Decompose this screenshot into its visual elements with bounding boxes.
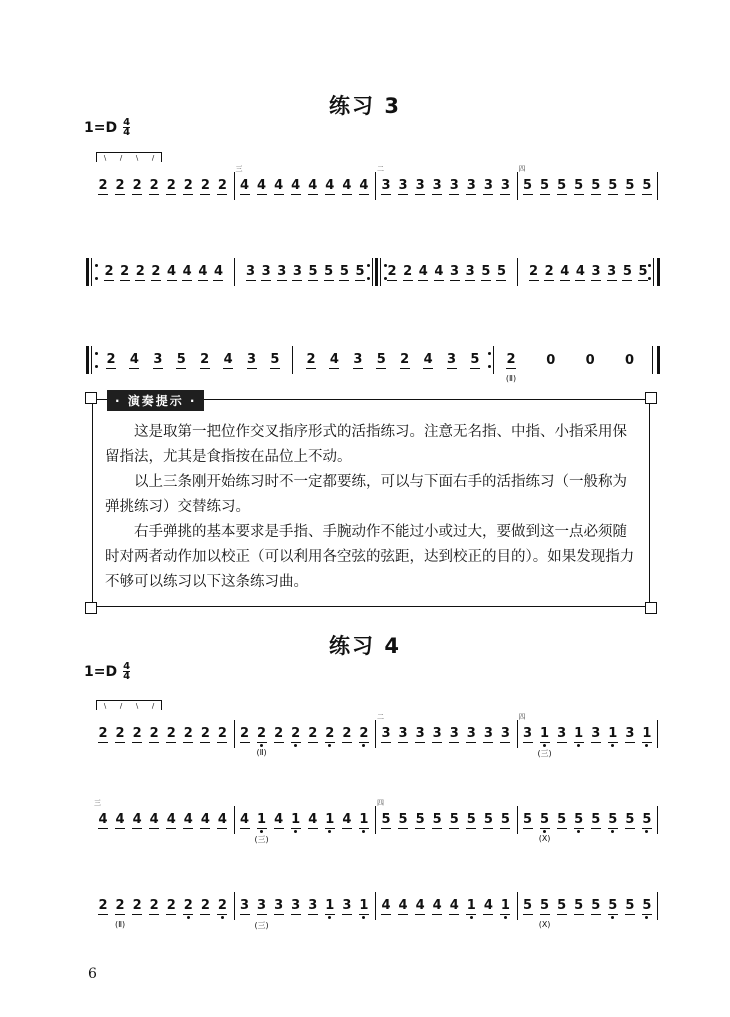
note: 2 [166, 177, 176, 193]
measure [517, 166, 659, 206]
note: 4 [183, 811, 193, 827]
measure [234, 714, 376, 757]
string-number: 三 [94, 799, 101, 807]
note: 5 [415, 811, 425, 827]
note: 3 [432, 177, 442, 193]
bracket-mark: / [151, 701, 155, 710]
page-number: 6 [88, 966, 97, 982]
note: 2 [217, 725, 227, 741]
barline [234, 806, 235, 834]
note: 5 [591, 811, 601, 827]
note: 4 [198, 263, 208, 279]
note: 3 [522, 725, 533, 741]
string-number: 三 [235, 165, 243, 173]
measure [98, 252, 230, 292]
measure [523, 252, 655, 292]
note: 2 [387, 263, 397, 279]
note: 3 [239, 897, 250, 913]
note: 5 (X) [538, 897, 551, 929]
note: 5 [625, 897, 635, 913]
measure [517, 800, 659, 843]
note: 4 [274, 811, 284, 827]
note: 3 [245, 263, 256, 279]
note: 5 [449, 811, 459, 827]
note: 1 [291, 811, 301, 827]
note: 2 [306, 351, 316, 367]
thick-barline [375, 258, 378, 286]
note: 3 [398, 177, 408, 193]
note: 3 [432, 725, 442, 741]
note: 5 [324, 263, 334, 279]
note: 5 [432, 811, 442, 827]
note: 4 [217, 811, 227, 827]
note: 2 [151, 263, 161, 279]
note: 4 [418, 263, 428, 279]
string-marking: (Ⅱ) [114, 919, 126, 929]
tips-paragraph: 右手弹挑的基本要求是手指、手腕动作不能过小或过大，要做到这一点必须随时对两者动作加以校正（可以利用各空弦的弦距，达到校正的目的）。如果发现指力不够可以练习以下这条练习曲。 [105, 524, 635, 590]
thick-barline [657, 346, 660, 374]
exercise-4-row-2 [92, 799, 658, 844]
note: 4 [398, 897, 408, 913]
note: 5 [496, 263, 506, 279]
note: 4 [98, 811, 108, 827]
note: 3 [353, 351, 363, 367]
note: 5 [557, 177, 567, 193]
note: 1 (三) [254, 811, 269, 844]
exercise-3-row-1 [92, 153, 658, 206]
note: 3 [274, 897, 284, 913]
note: 5 [625, 177, 635, 193]
note: 4 [359, 177, 369, 193]
note: 2 [183, 897, 193, 913]
measure [92, 714, 234, 754]
note: 3 [342, 897, 352, 913]
exercise-4-key-signature [84, 662, 130, 681]
note: 3 [591, 263, 601, 279]
exercise-4-row-1 [92, 701, 658, 758]
measure [517, 886, 659, 929]
note: 2 [115, 725, 125, 741]
note: 4 [415, 897, 425, 913]
note: 4 [342, 177, 352, 193]
exercise-4-title: 练习 4 [329, 634, 401, 658]
fingering-bracket [96, 700, 162, 710]
barline [657, 806, 658, 834]
note: 3 [625, 725, 635, 741]
note: 5 [381, 811, 391, 827]
note: 3 [557, 725, 567, 741]
note: 3 (三) [254, 897, 269, 930]
note: 2 [132, 177, 142, 193]
note: 5 [308, 263, 318, 279]
barline [372, 258, 373, 286]
repeat-dots [384, 264, 387, 280]
note: 4 [132, 811, 142, 827]
measure [375, 166, 517, 206]
note: 2 [359, 725, 369, 741]
note: 2 [132, 725, 142, 741]
note: 4 [329, 351, 339, 367]
note: 2 [544, 263, 554, 279]
measure [517, 714, 659, 758]
corner-ornament [85, 392, 97, 404]
bracket-mark: / [119, 153, 123, 162]
measure [381, 252, 513, 292]
note: 5 (X) [538, 811, 551, 843]
measure [100, 340, 286, 380]
note: 3 [483, 725, 493, 741]
note: 1 [608, 725, 618, 741]
thick-barline [657, 258, 660, 286]
time-signature: 4 4 [123, 661, 131, 682]
corner-ornament [645, 392, 657, 404]
note: 1 [359, 811, 369, 827]
note: 2 [217, 897, 227, 913]
note: 3 [607, 263, 617, 279]
measure [92, 886, 234, 929]
note: 5 [470, 351, 480, 367]
corner-ornament [85, 602, 97, 614]
note: 5 [642, 177, 652, 193]
note: 4 [575, 263, 585, 279]
note: 5 [557, 811, 567, 827]
string-number: 二 [377, 165, 384, 173]
barline [234, 172, 235, 200]
note: 4 [167, 263, 177, 279]
repeat-dots [95, 352, 98, 368]
exercise-4-row-3 [92, 886, 658, 930]
string-number: 四 [518, 713, 526, 721]
barline [234, 258, 235, 286]
barline [375, 720, 376, 748]
note: 2 (Ⅱ) [256, 725, 267, 757]
note: 2 [325, 725, 335, 741]
note: 3 [415, 177, 425, 193]
note: 4 [213, 263, 223, 279]
string-marking: (三) [254, 834, 269, 844]
barline [91, 258, 92, 286]
barline [234, 720, 235, 748]
note: 1 [359, 897, 369, 913]
barline [375, 172, 376, 200]
note: 5 [622, 263, 632, 279]
note: 5 [376, 351, 386, 367]
note: 3 [450, 263, 460, 279]
string-marking: (X) [538, 833, 551, 843]
note: 2 [166, 725, 176, 741]
note: 1 (三) [537, 725, 552, 758]
note: 2 [183, 725, 193, 741]
note: 5 [270, 351, 280, 367]
barline [653, 258, 654, 286]
note: 4 [381, 897, 391, 913]
note: 2 [308, 725, 318, 741]
note: 3 [381, 725, 391, 741]
note: 5 [608, 811, 618, 827]
note: 1 [466, 897, 476, 913]
time-signature: 4 4 [123, 117, 131, 138]
note: 3 [398, 725, 408, 741]
note: 2 [106, 351, 116, 367]
bracket-mark: / [119, 701, 123, 710]
note: 5 [642, 811, 652, 827]
bracket-mark: \ [135, 153, 139, 162]
thick-barline [86, 346, 89, 374]
note: 5 [608, 177, 618, 193]
note: 3 [153, 351, 163, 367]
measure [240, 252, 372, 292]
note: 2 [183, 177, 193, 193]
note: 2 [98, 725, 108, 741]
note: 5 [574, 811, 584, 827]
note: 4 [423, 351, 433, 367]
barline [657, 892, 658, 920]
key-label: 1=D [84, 119, 118, 136]
fingering-bracket [96, 152, 162, 162]
barline [380, 258, 381, 286]
note: 5 [339, 263, 349, 279]
string-marking: (三) [537, 748, 552, 758]
note: 3 [500, 725, 510, 741]
note: 5 [591, 177, 601, 193]
note: 2 [149, 177, 159, 193]
barline [517, 892, 518, 920]
rest: 0 [624, 352, 634, 368]
note: 4 [432, 897, 442, 913]
note: 2 [291, 725, 301, 741]
note: 2 [239, 725, 250, 741]
note: 5 [176, 351, 186, 367]
note: 2 [149, 897, 159, 913]
note: 5 [481, 263, 491, 279]
note: 2 [120, 263, 130, 279]
note: 4 [239, 811, 250, 827]
note: 2 [104, 263, 114, 279]
note: 3 [591, 725, 601, 741]
note: 5 [638, 263, 648, 279]
tips-paragraph: 以上三条刚开始练习时不一定都要练，可以与下面右手的活指练习（一般称为弹挑练习）交替练习。 [105, 474, 627, 515]
note: 4 [342, 811, 352, 827]
note: 2 [403, 263, 413, 279]
note: 3 [449, 725, 459, 741]
note: 5 [522, 177, 533, 193]
note: 4 [560, 263, 570, 279]
barline [517, 720, 518, 748]
tips-text [105, 420, 637, 595]
note: 4 [129, 351, 139, 367]
note: 5 [522, 811, 533, 827]
barline [657, 720, 658, 748]
note: 5 [574, 177, 584, 193]
note: 5 [466, 811, 476, 827]
note: 4 [434, 263, 444, 279]
note: 2 [98, 177, 108, 193]
barline [234, 892, 235, 920]
string-marking: (X) [538, 919, 551, 929]
exercise-3-row-3 [92, 340, 658, 383]
bracket-mark: / [151, 153, 155, 162]
measure [375, 886, 517, 926]
barline [91, 346, 92, 374]
rest: 0 [546, 352, 556, 368]
note: 1 [325, 811, 335, 827]
note: 4 [182, 263, 192, 279]
note: 2 [135, 263, 145, 279]
repeat-dots [488, 352, 491, 368]
barline [493, 346, 494, 374]
note: 5 [398, 811, 408, 827]
note: 4 [449, 897, 459, 913]
note: 5 [522, 897, 533, 913]
barline [657, 172, 658, 200]
measure [234, 800, 376, 844]
string-marking: (Ⅱ) [505, 373, 517, 383]
note: 4 [308, 177, 318, 193]
note: 5 [557, 897, 567, 913]
note: 1 [642, 725, 652, 741]
note: 2 [274, 725, 284, 741]
note: 4 [149, 811, 159, 827]
note: 2 [166, 897, 176, 913]
performance-tips-box [92, 394, 650, 607]
note: 2 [115, 177, 125, 193]
note: 5 [500, 811, 510, 827]
note: 4 [308, 811, 318, 827]
note: 4 [483, 897, 493, 913]
note: 3 [465, 263, 475, 279]
note: 4 [223, 351, 233, 367]
key-label: 1=D [84, 663, 118, 680]
thick-barline [86, 258, 89, 286]
barline [292, 346, 293, 374]
note: 3 [247, 351, 257, 367]
corner-ornament [645, 602, 657, 614]
note: 2 [98, 897, 108, 913]
tips-paragraph: 这是取第一把位作交叉指序形式的活指练习。注意无名指、中指、小指采用保留指法，尤其是食指按在品位上不动。 [105, 424, 627, 465]
barline [375, 806, 376, 834]
note: 2 [528, 263, 539, 279]
note: 2 [342, 725, 352, 741]
exercise-3-title: 练习 3 [329, 94, 401, 118]
measure [375, 714, 517, 754]
note: 4 [257, 177, 267, 193]
note: 2 (Ⅱ) [505, 351, 517, 383]
note: 5 [625, 811, 635, 827]
note: 5 [608, 897, 618, 913]
string-marking: (Ⅱ) [256, 747, 267, 757]
measure [234, 166, 376, 206]
note: 3 [466, 725, 476, 741]
string-number: 四 [518, 165, 526, 173]
measure [92, 166, 234, 206]
note: 3 [381, 177, 391, 193]
repeat-dots [648, 264, 651, 280]
note: 3 [466, 177, 476, 193]
string-marking: (三) [254, 920, 269, 930]
note: 2 [400, 351, 410, 367]
rest: 0 [585, 352, 595, 368]
measure [92, 800, 234, 840]
barline [517, 172, 518, 200]
note: 5 [591, 897, 601, 913]
barline [517, 806, 518, 834]
note: 3 [277, 263, 287, 279]
note: 3 [292, 263, 302, 279]
exercise-3-key-signature [84, 118, 130, 137]
note: 2 (Ⅱ) [114, 897, 126, 929]
note: 3 [483, 177, 493, 193]
note: 5 [355, 263, 365, 279]
note: 3 [415, 725, 425, 741]
note: 4 [291, 177, 301, 193]
final-measure [500, 340, 640, 383]
note: 4 [115, 811, 125, 827]
measure [300, 340, 486, 380]
note: 4 [274, 177, 284, 193]
note: 5 [540, 177, 550, 193]
note: 1 [325, 897, 335, 913]
note: 2 [200, 351, 210, 367]
barline [517, 258, 518, 286]
measure [375, 800, 517, 840]
note: 2 [149, 725, 159, 741]
note: 2 [200, 725, 210, 741]
string-number: 二 [377, 713, 384, 721]
note: 4 [200, 811, 210, 827]
note: 1 [500, 897, 510, 913]
note: 3 [291, 897, 301, 913]
barline [375, 892, 376, 920]
note: 3 [261, 263, 271, 279]
bracket-mark: \ [103, 701, 107, 710]
note: 2 [217, 177, 227, 193]
exercise-3-row-2 [92, 252, 658, 292]
note: 2 [132, 897, 142, 913]
measure [234, 886, 376, 930]
note: 4 [325, 177, 335, 193]
note: 3 [449, 177, 459, 193]
note: 3 [308, 897, 318, 913]
note: 2 [200, 177, 210, 193]
note: 5 [483, 811, 493, 827]
note: 3 [500, 177, 510, 193]
note: 5 [574, 897, 584, 913]
tips-label: · 演奏提示 · [107, 390, 204, 411]
note: 3 [447, 351, 457, 367]
bracket-mark: \ [135, 701, 139, 710]
note: 2 [200, 897, 210, 913]
note: 4 [166, 811, 176, 827]
repeat-dots [367, 264, 370, 280]
barline [652, 346, 653, 374]
note: 1 [574, 725, 584, 741]
note: 5 [642, 897, 652, 913]
string-number: 四 [377, 799, 384, 807]
note: 4 [239, 177, 250, 193]
bracket-mark: \ [103, 153, 107, 162]
